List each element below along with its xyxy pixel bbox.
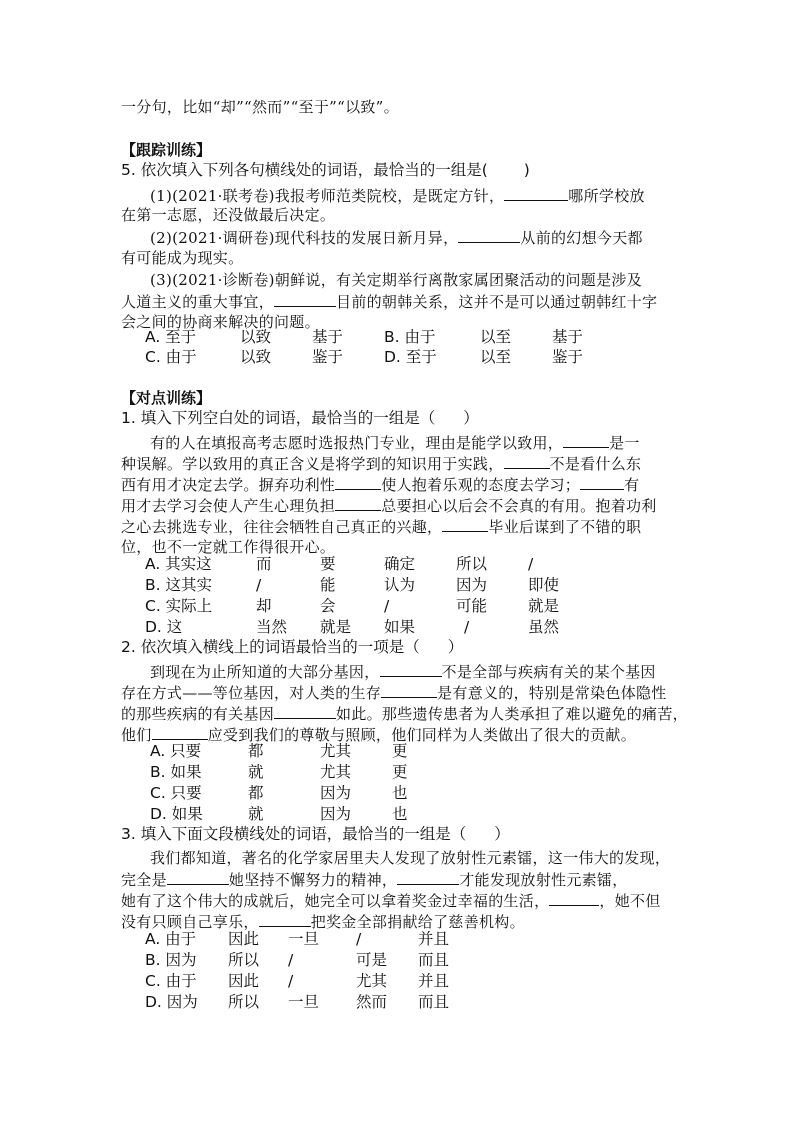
question-5-item-3-line-1: (3)(2021·诊断卷)朝鲜说，有关定期举行离散家属团聚活动的问题是涉及 (150, 271, 642, 289)
answer-blank (274, 291, 336, 307)
q2-p2-b: 是有意义的，特别是常染色体隐性 (437, 684, 667, 702)
q3-option-A[interactable]: A. 由于 (145, 930, 197, 948)
question-1-stem-close: ） (463, 409, 479, 427)
q3-p3-a: 她有了这个伟大的成就后，她完全可以拿着奖金过幸福的生活， (121, 892, 550, 910)
q5-option-cell: 鉴于 (552, 348, 584, 366)
answer-blank (442, 516, 488, 532)
q1-option-cell: 如果 (384, 618, 416, 636)
q2-option-cell: 都 (248, 742, 264, 760)
q2-option-cell: 更 (392, 763, 408, 781)
q1-passage-line-1 (150, 432, 640, 453)
answer-blank (549, 890, 599, 906)
q3-option-D[interactable]: D. 因为 (145, 993, 198, 1011)
q2-p1-a: 到现在为止所知道的大部分基因， (150, 663, 380, 681)
question-3-stem-close: ） (494, 825, 510, 843)
q5-option-D[interactable]: D. 至于 (384, 348, 437, 366)
answer-blank (504, 185, 568, 201)
q1-option-cell: / (256, 576, 262, 594)
question-3-stem (121, 824, 510, 844)
q3-option-cell: 所以 (228, 951, 260, 969)
q3-option-cell: 因此 (228, 930, 260, 948)
q1-p3-c: 有 (624, 476, 640, 494)
q1-option-A[interactable]: A. 其实这 (145, 555, 212, 573)
question-5-stem-text: 5. 依次填入下列各句横线处的词语，最恰当的一组是( (121, 161, 488, 179)
q1-passage-line-3 (121, 474, 639, 495)
q5-option-B[interactable]: B. 由于 (384, 328, 436, 346)
q1-p3-b: 使人抱着乐观的态度去学习； (381, 476, 581, 494)
q5-option-cell: 以致 (240, 348, 272, 366)
q3-option-cell: 因此 (228, 972, 260, 990)
answer-blank (335, 474, 381, 490)
section-heading-targeted: 【对点训练】 (121, 389, 212, 407)
q2-option-cell: 因为 (320, 784, 352, 802)
q1-p2-a: 种误解。学以致用的真正含义是将学到的知识用于实践， (121, 455, 504, 473)
question-2-stem (121, 637, 463, 657)
answer-blank (580, 474, 624, 490)
question-5-stem (121, 160, 530, 180)
q1-p1-a: 有的人在填报高考志愿时选报热门专业，理由是能学以致用， (150, 434, 564, 452)
q1-p4-b: 总要担心以后会不会真的有用。抱着功利 (381, 497, 657, 515)
q5-option-cell: 基于 (552, 328, 584, 346)
question-2-stem-close: ） (447, 638, 464, 656)
answer-blank (274, 703, 336, 719)
q5-option-cell: 以致 (240, 328, 272, 346)
q2-p4-b: 应受到我们的尊敬与照顾，他们同样为人类做出了很大的贡献。 (207, 726, 637, 744)
q3-p2-a: 完全是 (121, 871, 167, 889)
q2-passage-line-3 (121, 703, 688, 724)
q5-option-cell: 以至 (480, 328, 512, 346)
q2-option-D[interactable]: D. 如果 (150, 805, 203, 823)
q1-option-cell: 就是 (528, 597, 560, 615)
q3-p2-c: 才能发现放射性元素镭， (459, 871, 628, 889)
q5-i3-text-b: 人道主义的重大事宜， (121, 293, 275, 311)
q1-option-cell: 即使 (528, 576, 560, 594)
q1-passage-line-4 (121, 495, 657, 516)
q1-option-cell: / (528, 555, 534, 573)
q5-i3-text-c: 目前的朝韩关系，这并不是可以通过朝韩红十字 (336, 293, 658, 311)
section-heading-tracking: 【跟踪训练】 (121, 141, 212, 159)
q3-option-cell: / (288, 951, 294, 969)
q5-i1-text-b: 哪所学校放 (568, 187, 645, 205)
answer-blank (504, 453, 550, 469)
q3-p3-b: ，她不但 (599, 892, 661, 910)
q1-p1-b: 是一 (609, 434, 640, 452)
q3-p4-b: 把奖金全部捐献给了慈善机构。 (310, 913, 525, 931)
q2-p2-a: 存在方式——等位基因，对人类的生存 (121, 684, 382, 702)
q3-option-cell: 并且 (418, 972, 450, 990)
q2-option-cell: 尤其 (320, 742, 352, 760)
answer-blank (152, 724, 208, 740)
q2-option-cell: 就 (248, 805, 264, 823)
question-2-stem-text: 2. 依次填入横线上的词语最恰当的一项是（ (121, 638, 420, 656)
q1-passage-line-5 (121, 516, 641, 537)
answer-blank (563, 432, 609, 448)
q2-p3-a: 的那些疾病的有关基因 (121, 705, 275, 723)
q1-option-cell: / (464, 618, 470, 636)
q3-option-cell: 并且 (418, 930, 450, 948)
answer-blank (458, 227, 520, 243)
q5-option-cell: 基于 (312, 328, 344, 346)
question-5-item-1-line-2: 在第一志愿，还没做最后决定。 (121, 206, 336, 224)
q2-p1-b: 不是全部与疾病有关的某个基因 (441, 663, 656, 681)
question-1-stem-text: 1. 填入下列空白处的词语，最恰当的一组是（ (121, 409, 436, 427)
q3-option-cell: 一旦 (288, 930, 320, 948)
q2-option-cell: 因为 (320, 805, 352, 823)
q1-option-cell: 却 (256, 597, 272, 615)
q2-option-A[interactable]: A. 只要 (150, 742, 202, 760)
q3-option-cell: 然而 (356, 993, 388, 1011)
q1-option-cell: 能 (320, 576, 336, 594)
q2-option-cell: 更 (392, 742, 408, 760)
q5-option-cell: 以至 (480, 348, 512, 366)
q2-option-cell: 尤其 (320, 763, 352, 781)
q2-option-C[interactable]: C. 只要 (150, 784, 202, 802)
question-5-item-1-line-1 (150, 185, 645, 206)
q1-option-cell: / (384, 597, 390, 615)
question-5-item-3-line-2 (121, 291, 657, 312)
q3-passage-line-1: 我们都知道，著名的化学家居里夫人发现了放射性元素镭，这一伟大的发现， (150, 849, 671, 867)
q1-option-cell: 可能 (456, 597, 488, 615)
q1-p5-a: 之心去挑选专业，往往会牺牲自己真正的兴趣， (121, 518, 443, 536)
answer-blank (397, 869, 459, 885)
q1-passage-line-2 (121, 453, 641, 474)
q5-i2-text-a: (2)(2021·调研卷)现代科技的发展日新月异， (150, 229, 459, 247)
q2-option-cell: 也 (392, 805, 408, 823)
q1-option-cell: 当然 (256, 618, 288, 636)
q3-option-B[interactable]: B. 因为 (145, 951, 197, 969)
q5-option-cell: 鉴于 (312, 348, 344, 366)
q1-option-cell: 会 (320, 597, 336, 615)
q2-p3-b: 如此。那些遗传患者为人类承担了难以避免的痛苦， (336, 705, 688, 723)
q1-p5-b: 毕业后谋到了不错的职 (488, 518, 642, 536)
q1-option-C[interactable]: C. 实际上 (145, 597, 213, 615)
question-5-item-2-line-2: 有可能成为现实。 (121, 249, 244, 267)
q3-option-cell: 可是 (356, 951, 388, 969)
q1-option-cell: 所以 (456, 555, 488, 573)
question-5-stem-close: ) (523, 161, 530, 179)
q3-p4-a: 没有只顾自己享乐， (121, 913, 259, 931)
q5-i1-text-a: (1)(2021·联考卷)我报考师范类院校，是既定方针， (150, 187, 505, 205)
q3-option-cell: 尤其 (356, 972, 388, 990)
q3-option-cell: 而且 (418, 951, 450, 969)
q1-option-cell: 因为 (456, 576, 488, 594)
q1-option-D[interactable]: D. 这 (145, 618, 183, 636)
q1-option-cell: 确定 (384, 555, 416, 573)
question-5-item-3-line-3: 会之间的协商来解决的问题。 (121, 313, 320, 331)
answer-blank (380, 661, 442, 677)
q3-option-cell: / (356, 930, 362, 948)
q2-option-cell: 也 (392, 784, 408, 802)
answer-blank (335, 495, 381, 511)
q3-option-cell: 一旦 (288, 993, 320, 1011)
q3-option-cell: / (288, 972, 294, 990)
question-3-stem-text: 3. 填入下面文段横线处的词语，最恰当的一组是（ (121, 825, 467, 843)
q5-option-A[interactable]: A. 至于 (145, 328, 197, 346)
q1-option-cell: 而 (256, 555, 272, 573)
q1-option-cell: 认为 (384, 576, 416, 594)
q3-option-C[interactable]: C. 由于 (145, 972, 197, 990)
q2-option-cell: 都 (248, 784, 264, 802)
q3-passage-line-2 (121, 869, 628, 890)
q1-option-B[interactable]: B. 这其实 (145, 576, 212, 594)
q2-passage-line-1 (150, 661, 656, 682)
question-5-item-2-line-1 (150, 227, 643, 248)
q3-p2-b: 她坚持不懈努力的精神， (228, 871, 398, 889)
q5-i2-text-b: 从前的幻想今天都 (520, 229, 643, 247)
q2-p4-a: 他们 (121, 726, 152, 744)
q1-p4-a: 用才去学习会使人产生心理负担 (121, 497, 336, 515)
q2-option-B[interactable]: B. 如果 (150, 763, 202, 781)
q2-option-cell: 就 (248, 763, 264, 781)
q3-option-cell: 而且 (418, 993, 450, 1011)
q1-passage-line-6: 位，也不一定就工作得很开心。 (121, 538, 336, 556)
q2-passage-line-2 (121, 682, 667, 703)
q5-option-C[interactable]: C. 由于 (145, 348, 197, 366)
q3-option-cell: 所以 (228, 993, 260, 1011)
q3-passage-line-3 (121, 890, 661, 911)
answer-blank (259, 911, 311, 927)
q1-p3-a: 西有用才决定去学。摒弃功利性 (121, 476, 336, 494)
q1-option-cell: 要 (320, 555, 336, 573)
q1-option-cell: 虽然 (528, 618, 560, 636)
q1-p2-b: 不是看什么东 (549, 455, 642, 473)
q1-option-cell: 就是 (320, 618, 352, 636)
answer-blank (167, 869, 229, 885)
answer-blank (381, 682, 437, 698)
intro-tail-text: 一分句，比如“却”“然而”“至于”“以致”。 (121, 98, 399, 116)
question-1-stem (121, 408, 479, 428)
